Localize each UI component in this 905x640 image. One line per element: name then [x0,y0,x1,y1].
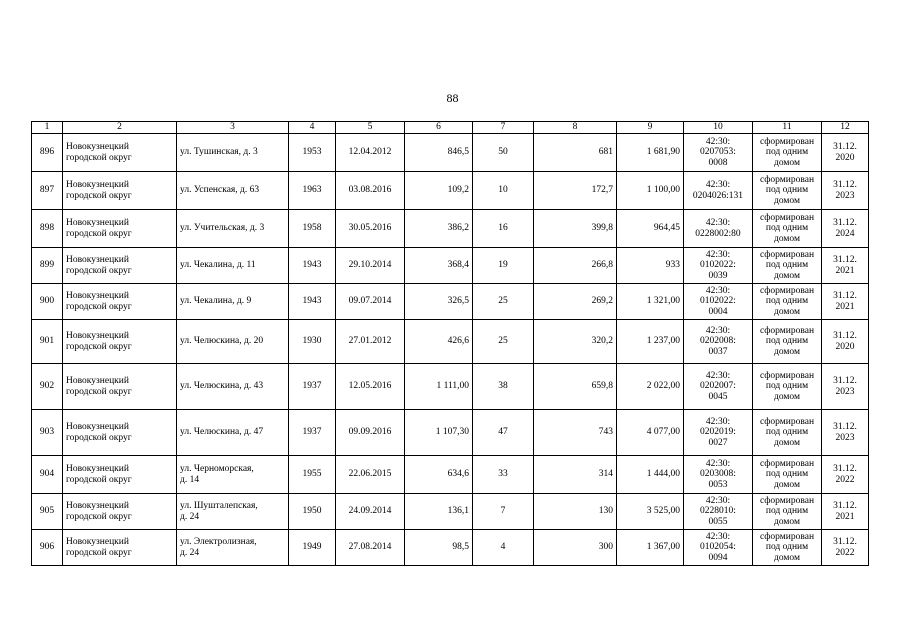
municipality-name-line: Новокузнецкий [66,421,129,432]
column-header-12: 12 [822,122,869,134]
land-plot-status-line: домом [774,552,800,563]
land-plot-status-line: домом [774,479,800,490]
house-address-line: ул. Челюскина, д. 47 [180,427,264,438]
municipality-name-cell [63,456,177,494]
header-row [32,122,869,134]
cadastral-number-line: 42:30: [705,531,731,542]
cadastral-number-line: 42:30: [705,217,731,228]
land-plot-status-line: домом [774,195,800,206]
cadastral-number-line: 0204026:131 [692,190,744,201]
resettlement-cost-cell: 1 681,90 [617,134,684,172]
planned-deadline-line: 2022 [835,547,855,558]
construction-year-cell: 1963 [289,172,336,210]
living-area-cell: 399,8 [534,210,617,248]
column-header-7: 7 [473,122,534,134]
resettlement-cost-cell: 1 100,00 [617,172,684,210]
page-number: 88 [446,91,459,105]
cadastral-number-line: 42:30: [705,370,731,381]
land-plot-status-line: домом [774,270,800,281]
cadastral-number-line: 0102022: [700,296,736,307]
cadastral-number-line: 42:30: [705,416,731,427]
house-address-cell [177,410,289,456]
planned-deadline-line: 2024 [835,228,855,239]
residents-count-cell: 47 [473,410,534,456]
cadastral-number-line: 0202007: [700,381,736,392]
cadastral-number-line: 0228002:80 [695,228,741,239]
construction-year-cell: 1955 [289,456,336,494]
living-area-cell: 681 [534,134,617,172]
column-header-11: 11 [753,122,822,134]
table-row [32,530,869,566]
cadastral-number-line: 0202019: [700,427,736,438]
cadastral-number-line: 0037 [708,346,728,357]
land-plot-status-cell [753,210,822,248]
construction-year-cell: 1950 [289,494,336,530]
house-address-line: ул. Шушталепская, [180,500,258,511]
municipality-name-cell [63,134,177,172]
cadastral-number-line: 0055 [708,516,728,527]
cadastral-number-line: 0094 [708,552,728,563]
recognition-date-cell: 22.06.2015 [336,456,405,494]
cadastral-number-line: 42:30: [705,458,731,469]
land-plot-status-line: сформирован [759,495,815,506]
recognition-date-cell: 27.08.2014 [336,530,405,566]
residents-count-cell: 25 [473,284,534,320]
row-number-cell: 898 [32,210,63,248]
planned-deadline-line: 31.12. [833,290,857,301]
planned-deadline-line: 2023 [835,386,855,397]
construction-year-cell: 1949 [289,530,336,566]
land-plot-status-line: сформирован [759,249,815,260]
cadastral-number-line: 0207053: [700,147,736,158]
construction-year-cell: 1937 [289,364,336,410]
column-header-2: 2 [63,122,177,134]
row-number-cell: 904 [32,456,63,494]
cadastral-number-cell [684,530,753,566]
housing-registry-table [31,121,869,566]
residents-count-cell: 38 [473,364,534,410]
cadastral-number-cell [684,134,753,172]
land-plot-status-cell [753,248,822,284]
construction-year-cell: 1930 [289,320,336,364]
house-address-line: ул. Челюскина, д. 43 [180,381,264,392]
house-address-cell [177,364,289,410]
cadastral-number-cell [684,248,753,284]
municipality-name-line: Новокузнецкий [66,141,129,152]
land-plot-status-cell [753,134,822,172]
planned-deadline-cell [822,410,869,456]
planned-deadline-line: 31.12. [833,254,857,265]
cadastral-number-cell [684,456,753,494]
house-address-cell [177,494,289,530]
cadastral-number-line: 0228010: [700,506,736,517]
land-plot-status-line: домом [774,157,800,168]
table-row [32,172,869,210]
cadastral-number-cell [684,210,753,248]
row-number-cell: 906 [32,530,63,566]
row-number-cell: 896 [32,134,63,172]
land-plot-status-cell [753,456,822,494]
land-plot-status-line: под одним [765,506,809,517]
column-header-9: 9 [617,122,684,134]
recognition-date-cell: 03.08.2016 [336,172,405,210]
table-body [32,134,869,566]
table-row [32,284,869,320]
cadastral-number-line: 0027 [708,437,728,448]
municipality-name-line: городской округ [66,511,132,522]
construction-year-cell: 1937 [289,410,336,456]
recognition-date-cell: 12.05.2016 [336,364,405,410]
planned-deadline-line: 31.12. [833,179,857,190]
cadastral-number-cell [684,410,753,456]
land-plot-status-line: домом [774,346,800,357]
land-plot-status-line: сформирован [759,370,815,381]
municipality-name-cell [63,530,177,566]
cadastral-number-line: 42:30: [705,495,731,506]
row-number-cell: 902 [32,364,63,410]
total-area-cell: 846,5 [405,134,473,172]
municipality-name-line: городской округ [66,190,132,201]
living-area-cell: 743 [534,410,617,456]
cadastral-number-line: 42:30: [705,285,731,296]
municipality-name-cell [63,494,177,530]
cadastral-number-line: 42:30: [705,249,731,260]
house-address-line: д. 24 [180,511,200,522]
cadastral-number-line: 42:30: [705,325,731,336]
house-address-line: ул. Челюскина, д. 20 [180,336,264,347]
row-number-cell: 900 [32,284,63,320]
row-number-cell: 897 [32,172,63,210]
municipality-name-cell [63,248,177,284]
row-number-cell: 901 [32,320,63,364]
municipality-name-line: городской округ [66,547,132,558]
planned-deadline-line: 2021 [835,265,855,276]
living-area-cell: 172,7 [534,172,617,210]
total-area-cell: 326,5 [405,284,473,320]
planned-deadline-line: 31.12. [833,330,857,341]
cadastral-number-line: 0102022: [700,260,736,271]
living-area-cell: 314 [534,456,617,494]
land-plot-status-line: домом [774,437,800,448]
residents-count-cell: 33 [473,456,534,494]
planned-deadline-line: 31.12. [833,463,857,474]
municipality-name-line: городской округ [66,152,132,163]
resettlement-cost-cell: 1 367,00 [617,530,684,566]
total-area-cell: 634,6 [405,456,473,494]
land-plot-status-line: под одним [765,542,809,553]
planned-deadline-line: 2020 [835,152,855,163]
land-plot-status-line: домом [774,233,800,244]
land-plot-status-line: под одним [765,185,809,196]
house-address-line: ул. Электролизная, [180,536,257,547]
house-address-cell [177,530,289,566]
planned-deadline-line: 2022 [835,474,855,485]
municipality-name-line: Новокузнецкий [66,330,129,341]
land-plot-status-line: домом [774,516,800,527]
land-plot-status-line: под одним [765,469,809,480]
municipality-name-cell [63,210,177,248]
municipality-name-line: городской округ [66,265,132,276]
row-number-cell: 903 [32,410,63,456]
house-address-line: ул. Черноморская, [180,463,254,474]
total-area-cell: 1 107,30 [405,410,473,456]
cadastral-number-cell [684,364,753,410]
recognition-date-cell: 24.09.2014 [336,494,405,530]
planned-deadline-line: 2020 [835,341,855,352]
table-row [32,410,869,456]
planned-deadline-line: 31.12. [833,536,857,547]
residents-count-cell: 50 [473,134,534,172]
living-area-cell: 130 [534,494,617,530]
cadastral-number-line: 0102054: [700,542,736,553]
column-header-8: 8 [534,122,617,134]
municipality-name-cell [63,284,177,320]
municipality-name-line: городской округ [66,341,132,352]
cadastral-number-line: 0202008: [700,336,736,347]
resettlement-cost-cell: 964,45 [617,210,684,248]
cadastral-number-line: 0203008: [700,469,736,480]
cadastral-number-line: 0045 [708,391,728,402]
resettlement-cost-cell: 1 237,00 [617,320,684,364]
total-area-cell: 368,4 [405,248,473,284]
planned-deadline-line: 2021 [835,511,855,522]
house-address-cell [177,134,289,172]
land-plot-status-cell [753,410,822,456]
municipality-name-cell [63,364,177,410]
municipality-name-line: Новокузнецкий [66,536,129,547]
municipality-name-line: городской округ [66,432,132,443]
living-area-cell: 266,8 [534,248,617,284]
land-plot-status-line: сформирован [759,416,815,427]
construction-year-cell: 1943 [289,284,336,320]
planned-deadline-cell [822,134,869,172]
column-header-10: 10 [684,122,753,134]
residents-count-cell: 7 [473,494,534,530]
planned-deadline-line: 2021 [835,301,855,312]
planned-deadline-line: 2023 [835,432,855,443]
planned-deadline-cell [822,210,869,248]
land-plot-status-line: домом [774,391,800,402]
resettlement-cost-cell: 1 444,00 [617,456,684,494]
land-plot-status-cell [753,494,822,530]
planned-deadline-cell [822,284,869,320]
resettlement-cost-cell: 2 022,00 [617,364,684,410]
total-area-cell: 386,2 [405,210,473,248]
land-plot-status-line: под одним [765,336,809,347]
house-address-line: д. 14 [180,474,200,485]
municipality-name-line: городской округ [66,386,132,397]
house-address-cell [177,248,289,284]
column-header-6: 6 [405,122,473,134]
recognition-date-cell: 30.05.2016 [336,210,405,248]
table-row [32,364,869,410]
municipality-name-cell [63,172,177,210]
total-area-cell: 136,1 [405,494,473,530]
resettlement-cost-cell: 3 525,00 [617,494,684,530]
living-area-cell: 659,8 [534,364,617,410]
land-plot-status-line: под одним [765,223,809,234]
residents-count-cell: 16 [473,210,534,248]
land-plot-status-line: сформирован [759,136,815,147]
resettlement-cost-cell: 1 321,00 [617,284,684,320]
land-plot-status-line: под одним [765,296,809,307]
cadastral-number-line: 0039 [708,270,728,281]
cadastral-number-line: 0008 [708,157,728,168]
planned-deadline-cell [822,320,869,364]
residents-count-cell: 25 [473,320,534,364]
house-address-line: д. 24 [180,547,200,558]
planned-deadline-line: 31.12. [833,217,857,228]
planned-deadline-line: 2023 [835,190,855,201]
cadastral-number-cell [684,494,753,530]
recognition-date-cell: 27.01.2012 [336,320,405,364]
house-address-cell [177,456,289,494]
planned-deadline-line: 31.12. [833,421,857,432]
land-plot-status-line: под одним [765,260,809,271]
land-plot-status-line: под одним [765,427,809,438]
row-number-cell: 899 [32,248,63,284]
cadastral-number-line: 42:30: [705,179,731,190]
house-address-line: ул. Чекалина, д. 9 [180,296,252,307]
land-plot-status-line: сформирован [759,325,815,336]
house-address-cell [177,320,289,364]
table-row [32,494,869,530]
municipality-name-line: Новокузнецкий [66,217,129,228]
planned-deadline-cell [822,248,869,284]
total-area-cell: 426,6 [405,320,473,364]
land-plot-status-cell [753,284,822,320]
living-area-cell: 320,2 [534,320,617,364]
total-area-cell: 98,5 [405,530,473,566]
table-row [32,248,869,284]
land-plot-status-line: сформирован [759,285,815,296]
municipality-name-line: Новокузнецкий [66,375,129,386]
recognition-date-cell: 09.07.2014 [336,284,405,320]
planned-deadline-line: 31.12. [833,500,857,511]
total-area-cell: 1 111,00 [405,364,473,410]
table-row [32,320,869,364]
house-address-line: ул. Учительская, д. 3 [180,223,265,234]
cadastral-number-line: 42:30: [705,136,731,147]
land-plot-status-line: домом [774,306,800,317]
cadastral-number-line: 0053 [708,479,728,490]
residents-count-cell: 10 [473,172,534,210]
municipality-name-line: Новокузнецкий [66,500,129,511]
land-plot-status-line: сформирован [759,212,815,223]
living-area-cell: 269,2 [534,284,617,320]
land-plot-status-line: сформирован [759,531,815,542]
municipality-name-line: городской округ [66,474,132,485]
cadastral-number-line: 0004 [708,306,728,317]
recognition-date-cell: 12.04.2012 [336,134,405,172]
cadastral-number-cell [684,284,753,320]
land-plot-status-cell [753,320,822,364]
recognition-date-cell: 29.10.2014 [336,248,405,284]
residents-count-cell: 19 [473,248,534,284]
municipality-name-cell [63,320,177,364]
planned-deadline-cell [822,364,869,410]
total-area-cell: 109,2 [405,172,473,210]
planned-deadline-cell [822,172,869,210]
municipality-name-cell [63,410,177,456]
planned-deadline-cell [822,494,869,530]
column-header-5: 5 [336,122,405,134]
land-plot-status-line: под одним [765,381,809,392]
recognition-date-cell: 09.09.2016 [336,410,405,456]
cadastral-number-cell [684,320,753,364]
planned-deadline-cell [822,456,869,494]
house-address-line: ул. Успенская, д. 63 [180,185,260,196]
house-address-cell [177,172,289,210]
construction-year-cell: 1958 [289,210,336,248]
municipality-name-line: Новокузнецкий [66,463,129,474]
planned-deadline-cell [822,530,869,566]
house-address-cell [177,210,289,248]
land-plot-status-cell [753,172,822,210]
table-row [32,134,869,172]
municipality-name-line: городской округ [66,301,132,312]
living-area-cell: 300 [534,530,617,566]
house-address-cell [177,284,289,320]
house-address-line: ул. Чекалина, д. 11 [180,260,256,271]
table-row [32,210,869,248]
municipality-name-line: Новокузнецкий [66,290,129,301]
planned-deadline-line: 31.12. [833,141,857,152]
municipality-name-line: Новокузнецкий [66,254,129,265]
land-plot-status-line: под одним [765,147,809,158]
land-plot-status-cell [753,530,822,566]
municipality-name-line: Новокузнецкий [66,179,129,190]
column-header-4: 4 [289,122,336,134]
column-header-3: 3 [177,122,289,134]
house-address-line: ул. Тушинская, д. 3 [180,147,258,158]
table-row [32,456,869,494]
planned-deadline-line: 31.12. [833,375,857,386]
cadastral-number-cell [684,172,753,210]
row-number-cell: 905 [32,494,63,530]
municipality-name-line: городской округ [66,228,132,239]
column-header-1: 1 [32,122,63,134]
land-plot-status-cell [753,364,822,410]
land-plot-status-line: сформирован [759,174,815,185]
resettlement-cost-cell: 933 [617,248,684,284]
residents-count-cell: 4 [473,530,534,566]
land-plot-status-line: сформирован [759,458,815,469]
resettlement-cost-cell: 4 077,00 [617,410,684,456]
construction-year-cell: 1943 [289,248,336,284]
construction-year-cell: 1953 [289,134,336,172]
